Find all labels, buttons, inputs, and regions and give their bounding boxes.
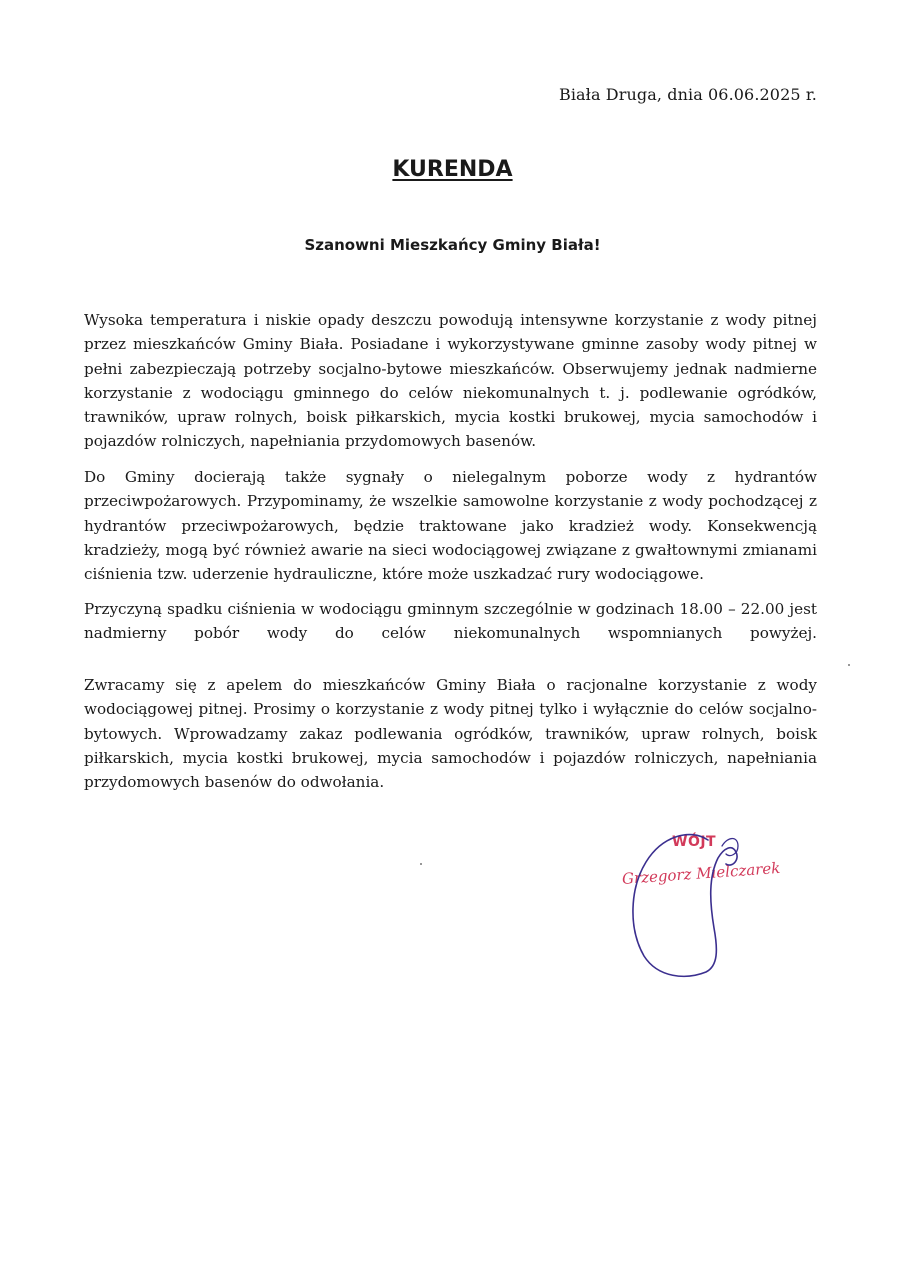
paragraph-4: Zwracamy się z apelem do mieszkańców Gminy Biała o racjonalne korzystanie z wody wodociągowej pitnej. Prosimy o korzystanie z wody pitnej tylko i wyłącznie do celów socjalno-bytowych. Wprowadzamy zakaz podlewania ogródków, trawników, upraw rolnych, boisk piłkarskich, mycia kostki brukowej, mycia samochodów i pojazdów rolniczych, napełniania przydomowych basenów do odwołania. — [84, 676, 817, 792]
handwritten-signature — [610, 818, 800, 988]
paragraph-3: Przyczyną spadku ciśnienia w wodociągu gminnym szczególnie w godzinach 18.00 – 22.00 jest nadmierny pobór wody do celów niekomunalnych wspomnianych powyżej. — [84, 600, 817, 643]
place-date: Biała Druga, dnia 06.06.2025 r. — [558, 85, 817, 104]
scan-speck — [848, 664, 850, 666]
salutation: Szanowni Mieszkańcy Gminy Biała! — [304, 236, 601, 254]
paragraph-1: Wysoka temperatura i niskie opady deszczu powodują intensywne korzystanie z wody pitnej przez mieszkańców Gminy Biała. Posiadane i wykorzystywane gminne zasoby wody pitnej w pełni zabezpieczają potrzeby socjalno-bytowe mieszkańców. Obserwujemy jednak nadmierne korzystanie z wodociągu gminnego do celów niekomunalnych t. j. podlewanie ogródków, trawników, upraw rolnych, boisk piłkarskich, mycia kostki brukowej, mycia samochodów i pojazdów rolniczych, napełniania przydomowych basenów. — [84, 311, 817, 451]
paragraph-2: Do Gminy docierają także sygnały o nielegalnym poborze wody z hydrantów przeciwpożarowych. Przypominamy, że wszelkie samowolne korzystanie z wody pochodzącej z hydrantów przeciwpożarowych, będzie traktowane jako kradzież wody. Konsekwencją kradzieży, mogą być również awarie na sieci wodociągowej związane z gwałtownymi zmianami ciśnienia tzw. uderzenie hydrauliczne, które może uszkadzać rury wodociągowe. — [84, 468, 817, 584]
stamp-office: WÓJT — [672, 834, 717, 850]
signature-block — [610, 818, 800, 988]
scan-speck — [420, 863, 422, 865]
document-title: KURENDA — [392, 157, 513, 182]
stamp-name: Grzegorz Mielczarek — [621, 858, 781, 888]
